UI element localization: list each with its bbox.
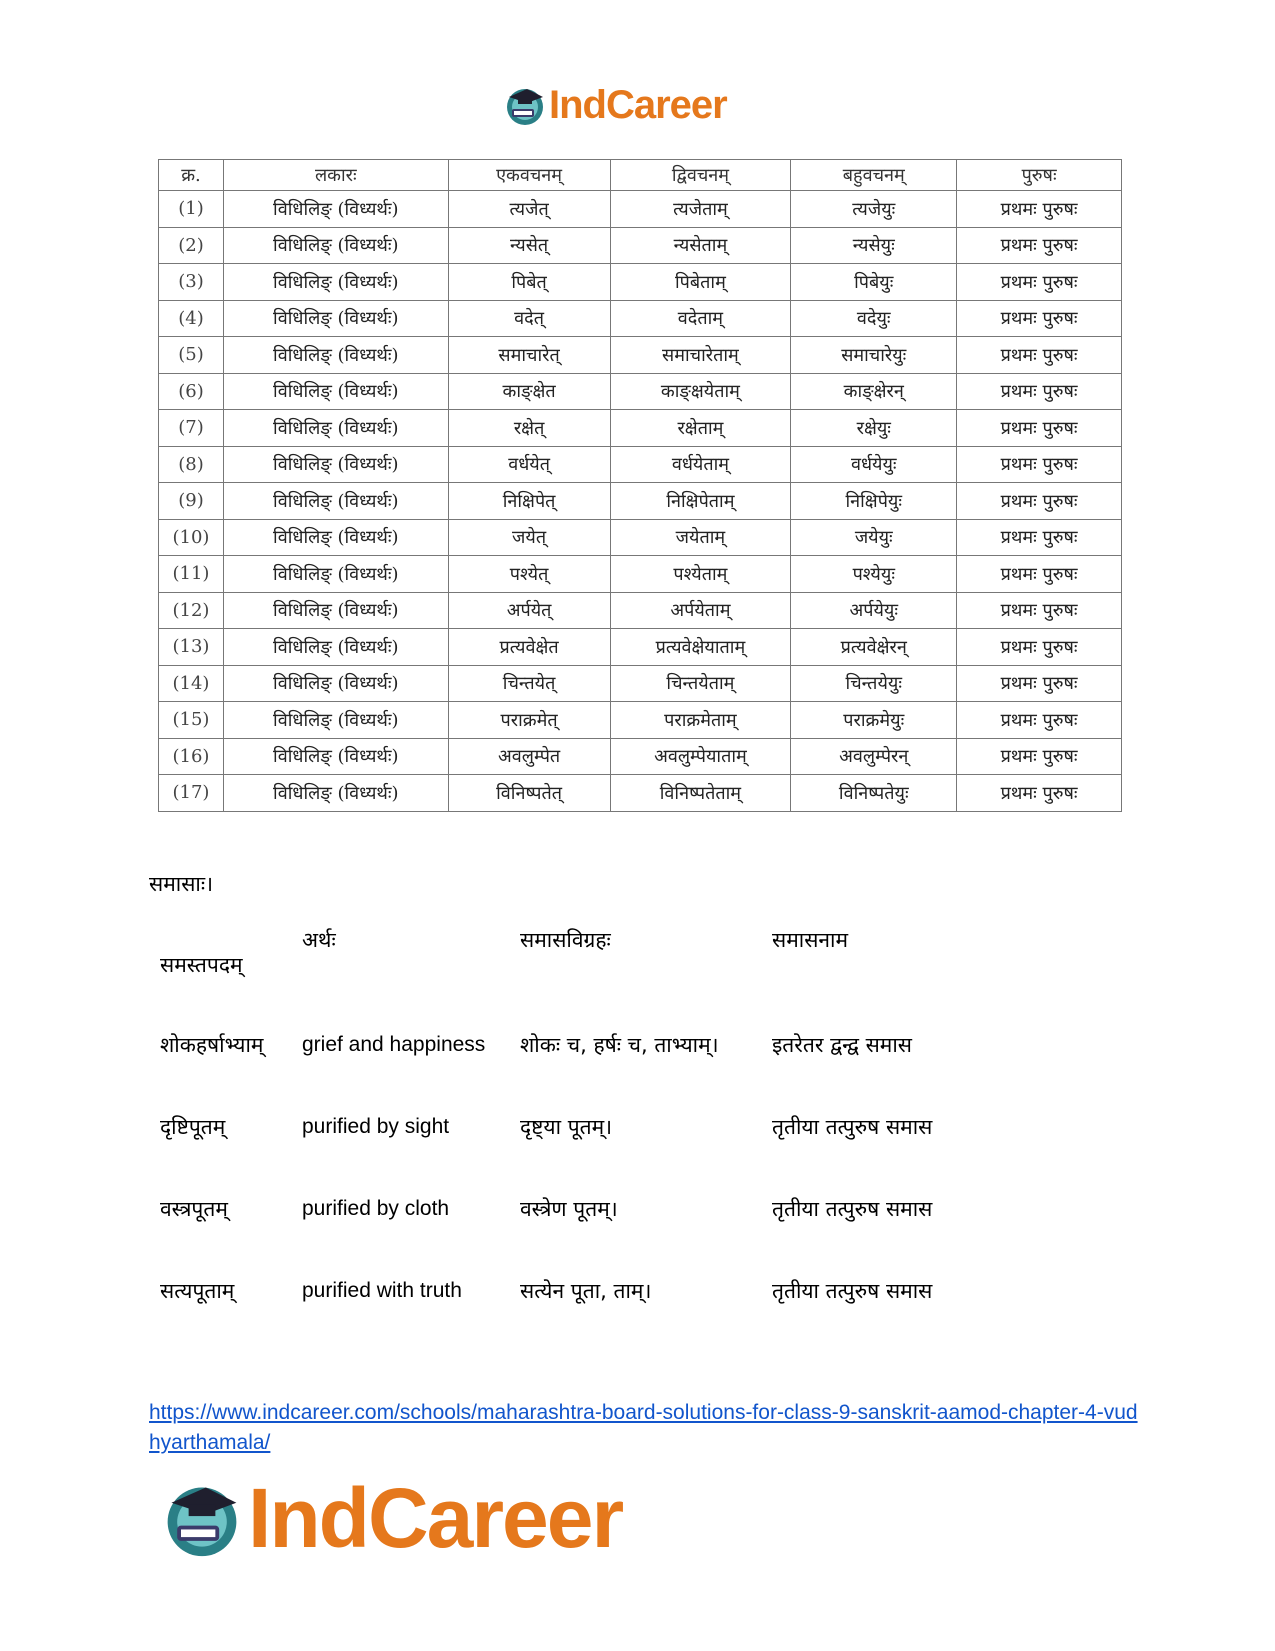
row-number: (16) (159, 738, 224, 775)
row-dual: निक्षिपेताम् (610, 483, 791, 520)
row-number: (3) (159, 264, 224, 301)
row-purusha: प्रथमः पुरुषः (957, 264, 1122, 301)
row-plural: अवलुम्पेरन् (791, 738, 957, 775)
source-link[interactable]: https://www.indcareer.com/schools/maharashtra-board-solutions-for-class-9-sanskrit-aamod-chapter-4-vudhyarthamala/ (149, 1401, 1138, 1454)
row-number: (9) (159, 483, 224, 520)
row-dual: जयेताम् (610, 519, 791, 556)
samasa-header-naama: समासनाम (772, 928, 849, 952)
row-plural: काङ्क्षेरन् (791, 373, 957, 410)
row-lakara: विधिलिङ् (विध्यर्थः) (223, 337, 448, 374)
row-plural: चिन्तयेयुः (791, 665, 957, 702)
samasa-vigraha: सत्येन पूता, ताम्। (520, 1279, 652, 1303)
row-singular: विनिष्पतेत् (448, 775, 610, 812)
header-dual: द्विवचनम् (610, 160, 791, 191)
table-row (159, 410, 1122, 447)
row-purusha: प्रथमः पुरुषः (957, 702, 1122, 739)
row-singular: समाचारेत् (448, 337, 610, 374)
row-plural: वदेयुः (791, 300, 957, 337)
row-singular: रक्षेत् (448, 410, 610, 447)
table-row (159, 775, 1122, 812)
row-dual: काङ्क्षयेताम् (610, 373, 791, 410)
row-number: (12) (159, 592, 224, 629)
samasa-vigraha: शोकः च, हर्षः च, ताभ्याम्। (520, 1033, 719, 1057)
header-plural: बहुवचनम् (791, 160, 957, 191)
row-dual: रक्षेताम् (610, 410, 791, 447)
row-singular: निक्षिपेत् (448, 483, 610, 520)
row-dual: त्यजेताम् (610, 191, 791, 228)
logo-wordmark: IndCareer (248, 1470, 623, 1565)
table-row (159, 738, 1122, 775)
row-singular: वदेत् (448, 300, 610, 337)
row-purusha: प्रथमः पुरुषः (957, 665, 1122, 702)
row-dual: चिन्तयेताम् (610, 665, 791, 702)
samasa-artha: purified with truth (302, 1279, 462, 1302)
samasa-samastapadam: वस्त्रपूतम् (160, 1197, 228, 1221)
table-row (159, 665, 1122, 702)
row-dual: वदेताम् (610, 300, 791, 337)
row-lakara: विधिलिङ् (विध्यर्थः) (223, 556, 448, 593)
table-row (159, 556, 1122, 593)
row-lakara: विधिलिङ् (विध्यर्थः) (223, 373, 448, 410)
table-header-row (159, 160, 1122, 191)
row-lakara: विधिलिङ् (विध्यर्थः) (223, 227, 448, 264)
row-singular: अवलुम्पेत (448, 738, 610, 775)
row-purusha: प्रथमः पुरुषः (957, 519, 1122, 556)
graduation-cap-book-globe-icon (503, 83, 547, 127)
row-plural: विनिष्पतेयुः (791, 775, 957, 812)
row-singular: न्यसेत् (448, 227, 610, 264)
table-row (159, 373, 1122, 410)
row-purusha: प्रथमः पुरुषः (957, 629, 1122, 666)
row-purusha: प्रथमः पुरुषः (957, 738, 1122, 775)
samasa-vigraha: दृष्ट्या पूतम्। (520, 1115, 613, 1139)
row-lakara: विधिलिङ् (विध्यर्थः) (223, 519, 448, 556)
indcareer-logo-bottom (160, 1468, 622, 1568)
row-lakara: विधिलिङ् (विध्यर्थः) (223, 410, 448, 447)
samasa-artha: grief and happiness (302, 1033, 486, 1056)
row-plural: प्रत्यवेक्षेरन् (791, 629, 957, 666)
table-row (159, 191, 1122, 228)
row-plural: निक्षिपेयुः (791, 483, 957, 520)
logo-wordmark: IndCareer (549, 82, 727, 127)
samasa-vigraha: वस्त्रेण पूतम्। (520, 1197, 618, 1221)
row-purusha: प्रथमः पुरुषः (957, 300, 1122, 337)
row-plural: वर्धयेयुः (791, 446, 957, 483)
row-dual: प्रत्यवेक्षेयाताम् (610, 629, 791, 666)
samasa-naama: तृतीया तत्पुरुष समास (772, 1197, 933, 1221)
row-singular: वर्धयेत् (448, 446, 610, 483)
samasa-samastapadam: सत्यपूताम् (160, 1279, 235, 1303)
row-lakara: विधिलिङ् (विध्यर्थः) (223, 775, 448, 812)
row-lakara: विधिलिङ् (विध्यर्थः) (223, 629, 448, 666)
table-row (159, 446, 1122, 483)
samasa-artha: purified by cloth (302, 1197, 450, 1220)
row-purusha: प्रथमः पुरुषः (957, 373, 1122, 410)
row-lakara: विधिलिङ् (विध्यर्थः) (223, 446, 448, 483)
row-lakara: विधिलिङ् (विध्यर्थः) (223, 483, 448, 520)
row-number: (2) (159, 227, 224, 264)
row-number: (7) (159, 410, 224, 447)
table-row (159, 264, 1122, 301)
row-plural: रक्षेयुः (791, 410, 957, 447)
row-purusha: प्रथमः पुरुषः (957, 337, 1122, 374)
row-purusha: प्रथमः पुरुषः (957, 556, 1122, 593)
samasa-section-title: समासाः। (149, 872, 214, 896)
row-dual: पराक्रमेताम् (610, 702, 791, 739)
samasa-samastapadam: दृष्टिपूतम् (160, 1115, 226, 1139)
row-dual: अवलुम्पेयाताम् (610, 738, 791, 775)
row-lakara: विधिलिङ् (विध्यर्थः) (223, 264, 448, 301)
row-dual: न्यसेताम् (610, 227, 791, 264)
row-lakara: विधिलिङ् (विध्यर्थः) (223, 665, 448, 702)
row-number: (11) (159, 556, 224, 593)
row-singular: चिन्तयेत् (448, 665, 610, 702)
row-purusha: प्रथमः पुरुषः (957, 227, 1122, 264)
graduation-cap-book-globe-icon (160, 1476, 244, 1560)
row-plural: पराक्रमेयुः (791, 702, 957, 739)
samasa-header-vigraha: समासविग्रहः (520, 928, 611, 952)
samasa-header-artha: अर्थः (302, 928, 336, 952)
table-row (159, 483, 1122, 520)
row-singular: प्रत्यवेक्षेत (448, 629, 610, 666)
row-dual: वर्धयेताम् (610, 446, 791, 483)
row-plural: पश्येयुः (791, 556, 957, 593)
samasa-naama: तृतीया तत्पुरुष समास (772, 1115, 933, 1139)
row-singular: अर्पयेत् (448, 592, 610, 629)
row-number: (4) (159, 300, 224, 337)
row-lakara: विधिलिङ् (विध्यर्थः) (223, 738, 448, 775)
row-purusha: प्रथमः पुरुषः (957, 592, 1122, 629)
samasa-artha: purified by sight (302, 1115, 450, 1138)
table-row (159, 702, 1122, 739)
row-lakara: विधिलिङ् (विध्यर्थः) (223, 702, 448, 739)
samasa-naama: तृतीया तत्पुरुष समास (772, 1279, 933, 1303)
row-singular: जयेत् (448, 519, 610, 556)
row-plural: अर्पयेयुः (791, 592, 957, 629)
row-dual: अर्पयेताम् (610, 592, 791, 629)
table-row (159, 519, 1122, 556)
row-plural: जयेयुः (791, 519, 957, 556)
table-row (159, 629, 1122, 666)
indcareer-logo-top (503, 80, 727, 130)
row-lakara: विधिलिङ् (विध्यर्थः) (223, 592, 448, 629)
header-purusha: पुरुषः (957, 160, 1122, 191)
row-number: (17) (159, 775, 224, 812)
row-purusha: प्रथमः पुरुषः (957, 775, 1122, 812)
row-number: (14) (159, 665, 224, 702)
row-purusha: प्रथमः पुरुषः (957, 410, 1122, 447)
row-number: (8) (159, 446, 224, 483)
row-number: (13) (159, 629, 224, 666)
table-row (159, 227, 1122, 264)
row-singular: पिबेत् (448, 264, 610, 301)
header-singular: एकवचनम् (448, 160, 610, 191)
row-singular: काङ्क्षेत (448, 373, 610, 410)
row-number: (10) (159, 519, 224, 556)
row-purusha: प्रथमः पुरुषः (957, 191, 1122, 228)
table-row (159, 337, 1122, 374)
samasa-naama: इतरेतर द्वन्द्व समास (772, 1033, 913, 1057)
row-singular: पश्येत् (448, 556, 610, 593)
row-number: (6) (159, 373, 224, 410)
row-lakara: विधिलिङ् (विध्यर्थः) (223, 300, 448, 337)
conjugation-table (158, 159, 1122, 812)
row-singular: पराक्रमेत् (448, 702, 610, 739)
row-singular: त्यजेत् (448, 191, 610, 228)
row-purusha: प्रथमः पुरुषः (957, 483, 1122, 520)
row-lakara: विधिलिङ् (विध्यर्थः) (223, 191, 448, 228)
row-number: (15) (159, 702, 224, 739)
table-row (159, 300, 1122, 337)
header-number: क्र. (159, 160, 224, 191)
row-number: (5) (159, 337, 224, 374)
row-plural: त्यजेयुः (791, 191, 957, 228)
samasa-header-samastapadam: समस्तपदम् (160, 953, 243, 977)
row-dual: पिबेताम् (610, 264, 791, 301)
row-number: (1) (159, 191, 224, 228)
row-plural: पिबेयुः (791, 264, 957, 301)
row-dual: विनिष्पतेताम् (610, 775, 791, 812)
row-plural: न्यसेयुः (791, 227, 957, 264)
table-row (159, 592, 1122, 629)
samasa-samastapadam: शोकहर्षाभ्याम् (160, 1033, 264, 1057)
header-lakara: लकारः (223, 160, 448, 191)
row-dual: समाचारेताम् (610, 337, 791, 374)
row-dual: पश्येताम् (610, 556, 791, 593)
row-purusha: प्रथमः पुरुषः (957, 446, 1122, 483)
row-plural: समाचारेयुः (791, 337, 957, 374)
